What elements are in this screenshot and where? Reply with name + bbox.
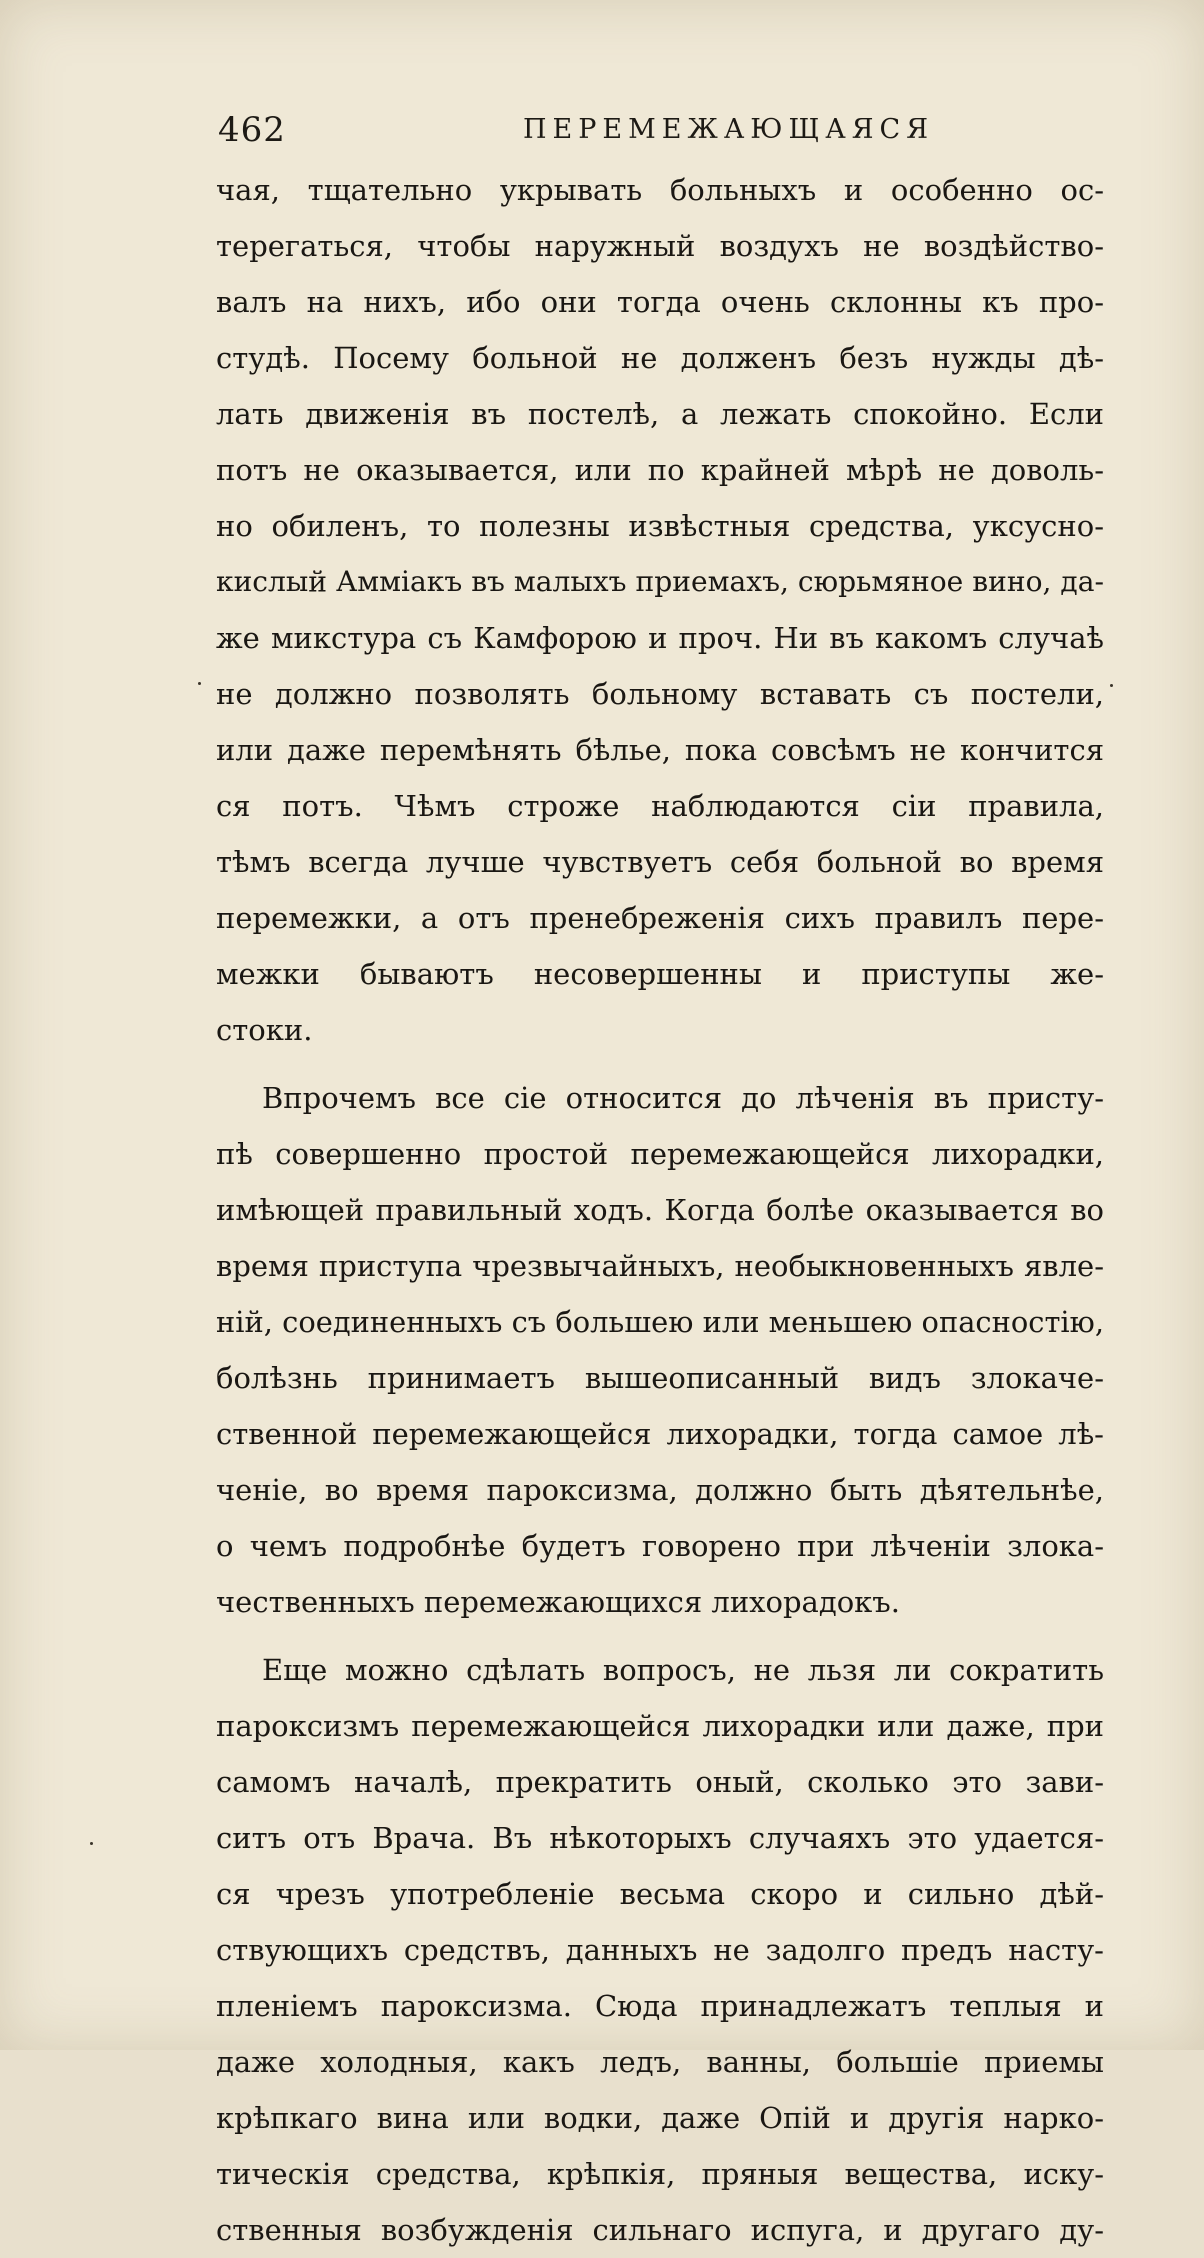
text-line: ся потъ. Чѣмъ строже наблюдаются сіи правила, bbox=[216, 789, 1104, 823]
text-line: ній, соединенныхъ съ большею или меньшею опасностію, bbox=[216, 1305, 1104, 1339]
text-line: кислый Амміакъ въ малыхъ приемахъ, сюрьмяное вино, да- bbox=[216, 565, 1104, 598]
text-line: крѣпкаго вина или водки, даже Опій и другія нарко- bbox=[216, 2101, 1104, 2135]
text-line: потъ не оказывается, или по крайней мѣрѣ не доволь- bbox=[216, 453, 1104, 487]
paragraph-3 bbox=[216, 1642, 1104, 2258]
text-line: о чемъ подробнѣе будетъ говорено при лѣченіи злока- bbox=[216, 1529, 1104, 1563]
text-line: ственныя возбужденія сильнаго испуга, и другаго ду- bbox=[216, 2213, 1104, 2247]
text-line: же микстура съ Камфорою и проч. Ни въ какомъ случаѣ bbox=[216, 621, 1104, 655]
paragraph-gap bbox=[216, 1058, 1104, 1070]
running-head: ПЕРЕМЕЖАЮЩАЯСЯ bbox=[523, 114, 935, 145]
text-line: тeрeгаться, чтобы наружный воздухъ не воздѣйство- bbox=[216, 229, 1104, 263]
page-number: 462 bbox=[218, 110, 286, 150]
text-line: болѣзнь принимаетъ вышеописанный видъ злокаче- bbox=[216, 1361, 1104, 1395]
text-line: перемежки, а отъ пренебреженія сихъ правилъ пере- bbox=[216, 901, 1104, 935]
text-line: имѣющей правильный ходъ. Когда болѣе оказывается во bbox=[216, 1193, 1104, 1227]
text-line: пѣ совершенно простой перемежающейся лихорадки, bbox=[216, 1137, 1104, 1171]
text-line: тическія средства, крѣпкія, пряныя вещества, иску- bbox=[216, 2157, 1104, 2191]
text-line: ся чрезъ употребленіе весьма скоро и сильно дѣй- bbox=[216, 1877, 1104, 1911]
text-line: Еще можно сдѣлать вопросъ, не льзя ли сократить bbox=[262, 1653, 1104, 1687]
body-text bbox=[216, 162, 1104, 2258]
text-line: не должно позволять больному вставать съ постели, bbox=[216, 677, 1104, 711]
text-line: тѣмъ всегда лучше чувствуетъ себя больной во время bbox=[216, 845, 1104, 879]
text-line: время приступа чрезвычайныхъ, необыкновенныхъ явле- bbox=[216, 1249, 1104, 1283]
text-line: лать движенія въ постелѣ, а лежать спокойно. Если bbox=[216, 397, 1104, 431]
text-line: даже холодныя, какъ ледъ, ванны, большіе приемы bbox=[216, 2045, 1104, 2079]
page-header bbox=[218, 110, 1098, 156]
text-line: пароксизмъ перемежающейся лихорадки или даже, при bbox=[216, 1709, 1104, 1743]
text-line: межки бываютъ несовершенны и приступы же- bbox=[216, 957, 1104, 991]
paragraph-2 bbox=[216, 1070, 1104, 1630]
text-line: Впрочемъ все сіе относится до лѣченія въ присту- bbox=[262, 1081, 1104, 1115]
paragraph-1 bbox=[216, 162, 1104, 1058]
text-line: пленіемъ пароксизма. Сюда принадлежатъ теплыя и bbox=[216, 1989, 1104, 2023]
text-line: ченіе, во время пароксизма, должно быть дѣятельнѣе, bbox=[216, 1473, 1104, 1507]
text-line: чественныхъ перемежающихся лихорадокъ. bbox=[216, 1585, 900, 1619]
text-line: ситъ отъ Врача. Въ нѣкоторыхъ случаяхъ это удается- bbox=[216, 1821, 1104, 1855]
text-line: самомъ началѣ, прекратить оный, сколько это зави- bbox=[216, 1765, 1104, 1799]
ink-speck bbox=[198, 682, 201, 685]
text-line: ственной перемежающейся лихорадки, тогда самое лѣ- bbox=[216, 1417, 1104, 1451]
text-line: или даже перемѣнять бѣлье, пока совсѣмъ не кончится bbox=[216, 733, 1104, 767]
ink-speck bbox=[1110, 684, 1113, 687]
paragraph-gap bbox=[216, 1630, 1104, 1642]
text-line: стоки. bbox=[216, 1013, 313, 1047]
text-line: чая, тщательно укрывать больныхъ и особенно ос- bbox=[216, 173, 1104, 207]
text-line: но обиленъ, то полезны извѣстныя средства, уксусно- bbox=[216, 509, 1104, 543]
text-line: студѣ. Посему больной не долженъ безъ нужды дѣ- bbox=[216, 341, 1104, 375]
text-line: ствующихъ средствъ, данныхъ не задолго предъ насту- bbox=[216, 1933, 1104, 1967]
text-line: валъ на нихъ, ибо они тогда очень склонны къ про- bbox=[216, 285, 1104, 319]
ink-speck bbox=[90, 1842, 93, 1845]
